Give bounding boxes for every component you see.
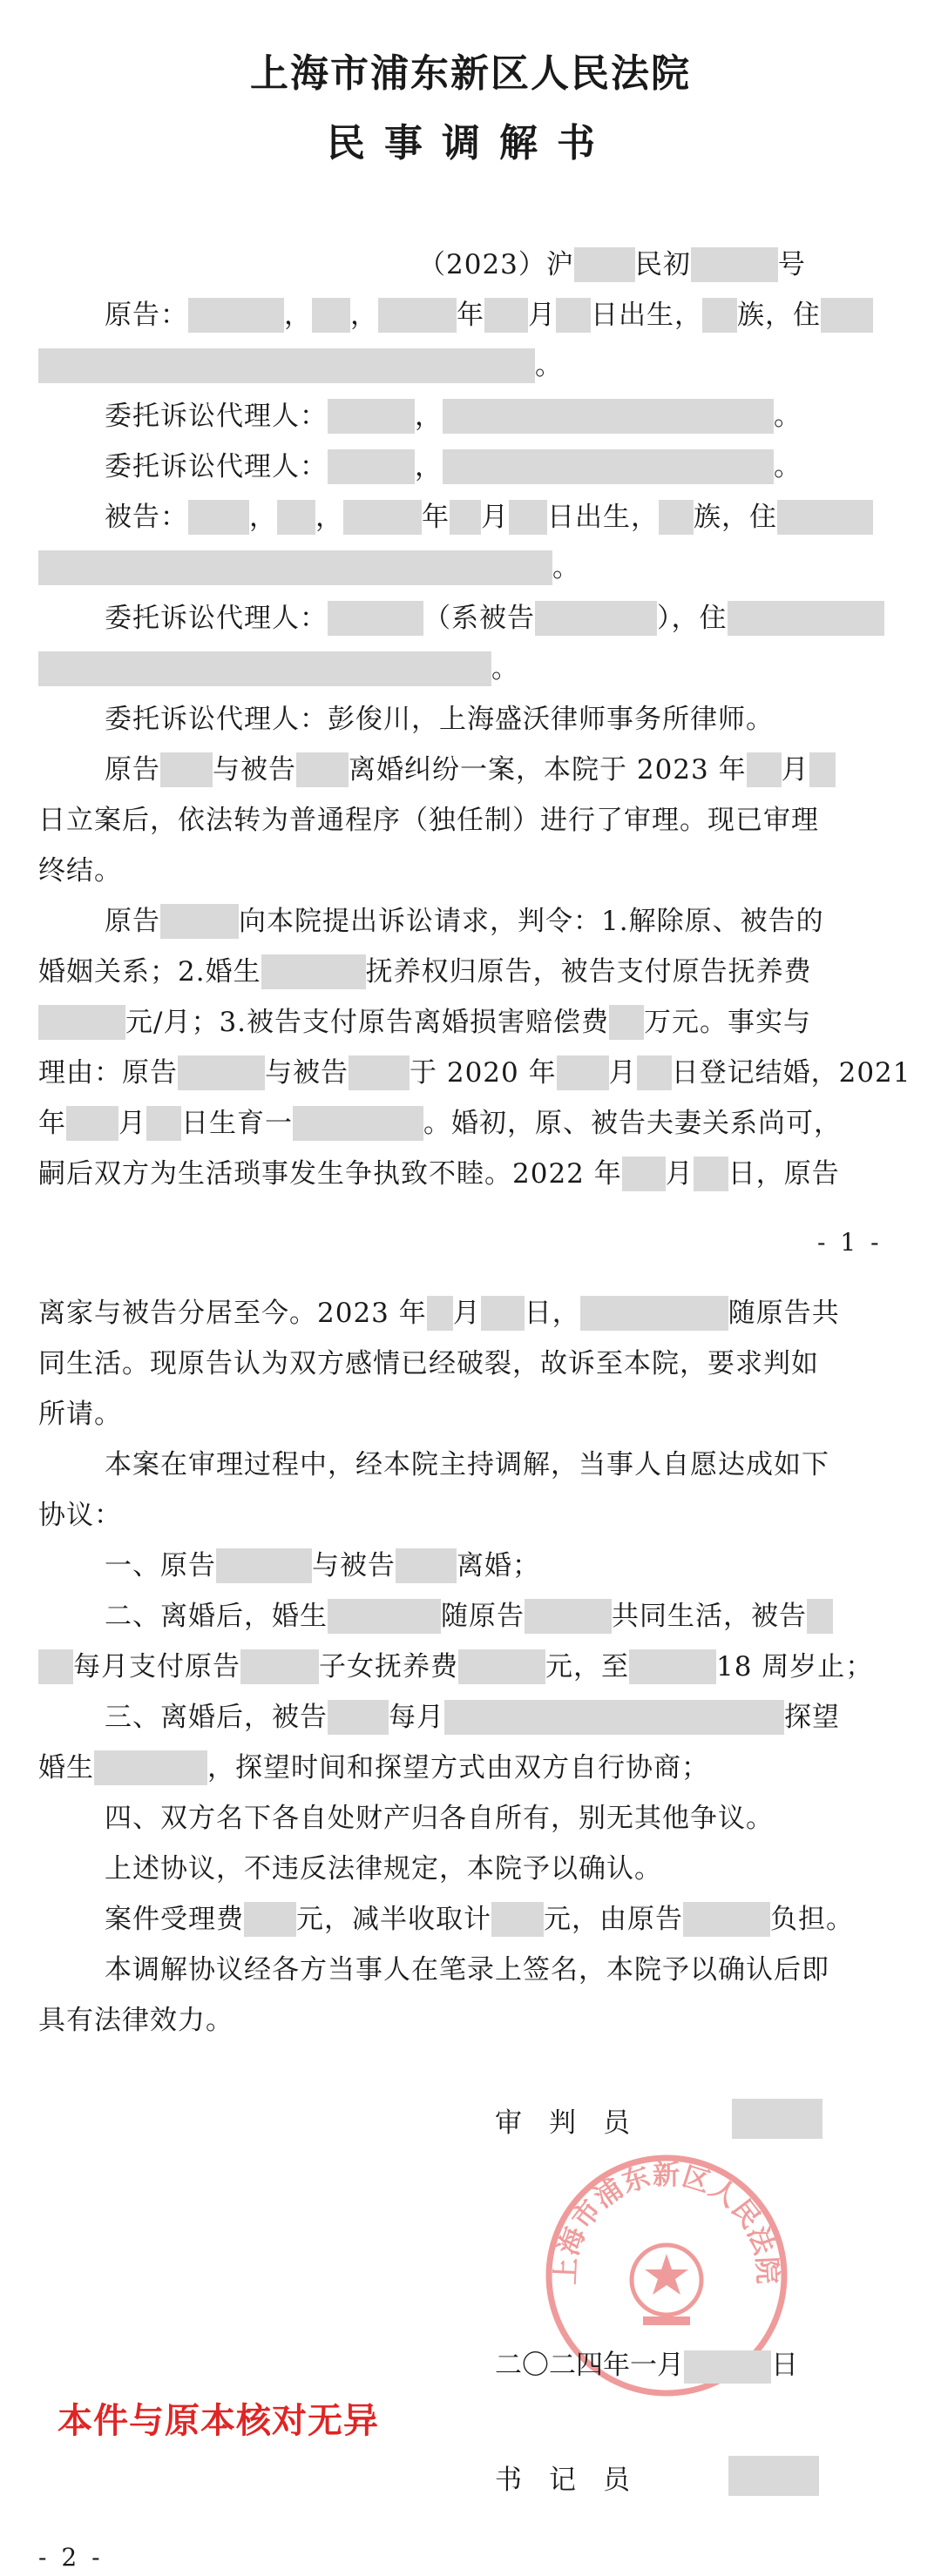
redaction (396, 1548, 457, 1583)
redaction (580, 1296, 728, 1331)
redaction (622, 1157, 666, 1191)
page-number-2: - 2 - (38, 2543, 104, 2572)
agreement-item-2-cont: 每月支付原告 子女抚养费 元，至 18 周岁止； (38, 1649, 873, 1684)
body-line: 所请。 (38, 1399, 122, 1430)
defendant-line: 被告： ， ， 年 月 日出生， 族，住 (105, 500, 873, 535)
body-line: 本案在审理过程中，经本院主持调解，当事人自愿达成如下 (105, 1449, 829, 1480)
redaction (328, 1700, 389, 1735)
redaction (556, 298, 591, 333)
body-line: 婚姻关系；2.婚生 抚养权归原告，被告支付原告抚养费 (38, 956, 812, 988)
redaction (659, 500, 694, 535)
redaction (458, 1649, 545, 1684)
redaction (160, 904, 239, 939)
redaction (38, 550, 552, 585)
redaction (178, 1055, 265, 1090)
redaction (484, 298, 528, 333)
redaction (277, 500, 315, 535)
defendant-agent: 委托诉讼代理人： （系被告 ），住 (105, 601, 884, 636)
body-line: 具有法律效力。 (38, 2005, 234, 2036)
redaction (694, 1157, 728, 1191)
seal-text: 上海市浦东新区人民法院 (550, 2159, 783, 2286)
redaction (557, 1055, 609, 1090)
redaction (691, 247, 778, 282)
redaction (160, 752, 213, 787)
defendant-address: 。 (38, 550, 580, 585)
redaction (328, 399, 415, 434)
redaction (509, 500, 547, 535)
redaction (777, 500, 873, 535)
redaction (240, 1649, 319, 1684)
body-line: 年 月 日生育一 。婚初，原、被告夫妻关系尚可， (38, 1108, 842, 1139)
body-line: 元/月；3.被告支付原告离婚损害赔偿费 万元。事实与 (38, 1005, 811, 1040)
redaction (328, 449, 415, 484)
redaction (293, 1106, 423, 1141)
redaction (349, 1055, 410, 1090)
page-number-1: - 1 - (817, 1228, 883, 1257)
body-line: 协议： (38, 1500, 122, 1531)
body-line: 终结。 (38, 855, 122, 887)
redaction (38, 651, 491, 686)
redaction (525, 1599, 612, 1634)
plaintiff-address: 。 (38, 348, 563, 383)
redaction (443, 399, 774, 434)
redaction (343, 500, 422, 535)
redaction (684, 2350, 771, 2384)
redaction (188, 500, 249, 535)
redaction (444, 1700, 784, 1735)
national-emblem-icon (632, 2245, 701, 2325)
redaction (216, 1548, 312, 1583)
redaction (491, 1902, 544, 1937)
redaction (443, 449, 774, 484)
redaction (38, 1649, 73, 1684)
agreement-item-3-cont: 婚生 ，探望时间和探望方式由双方自行协商； (38, 1752, 709, 1784)
redaction (809, 752, 836, 787)
redaction (807, 1599, 833, 1634)
redaction (146, 1106, 181, 1141)
redaction (609, 1005, 644, 1040)
redaction (38, 348, 535, 383)
judge-name-redaction (732, 2099, 823, 2139)
redaction (683, 1902, 770, 1937)
verification-stamp: 本件与原本核对无异 (58, 2400, 379, 2441)
redaction (574, 247, 635, 282)
body-line: 理由：原告 与被告 于 2020 年 月 日登记结婚，2021 (38, 1057, 911, 1089)
redaction (728, 601, 884, 636)
defendant-agent-address: 。 (38, 651, 519, 686)
redaction (328, 601, 423, 636)
redaction (481, 1296, 525, 1331)
confirmation: 上述协议，不违反法律规定，本院予以确认。 (105, 1853, 662, 1885)
document-title: 民事调解书 (327, 121, 614, 165)
agreement-item-3: 三、离婚后，被告 每月 探望 (105, 1702, 840, 1733)
redaction (629, 1649, 716, 1684)
plaintiff-agent-2: 委托诉讼代理人： ， 。 (105, 451, 802, 482)
body-line: 本调解协议经各方当事人在笔录上签名，本院予以确认后即 (105, 1954, 829, 1986)
plaintiff-agent-1: 委托诉讼代理人： ， 。 (105, 401, 802, 432)
redaction (821, 298, 873, 333)
redaction (188, 298, 284, 333)
body-line: 原告 与被告 离婚纠纷一案，本院于 2023 年 月 (105, 752, 836, 787)
court-name: 上海市浦东新区人民法院 (250, 51, 691, 96)
redaction (244, 1902, 296, 1937)
judge-label: 审 判 员 (495, 2107, 630, 2139)
body-line: 离家与被告分居至今。2023 年 月 日， 随原告共 (38, 1298, 840, 1329)
redaction (38, 1005, 125, 1040)
redaction (637, 1055, 672, 1090)
body-line: 同生活。现原告认为双方感情已经破裂，故诉至本院，要求判如 (38, 1348, 819, 1379)
agreement-item-4: 四、双方名下各自处财产归各自所有，别无其他争议。 (105, 1803, 774, 1834)
body-line: 日立案后，依法转为普通程序（独任制）进行了审理。现已审理 (38, 805, 819, 836)
defendant-agent-named: 委托诉讼代理人：彭俊川，上海盛沃律师事务所律师。 (105, 704, 774, 735)
plaintiff-line: 原告： ， ， 年 月 日出生， 族，住 (105, 298, 873, 333)
redaction (328, 1599, 441, 1634)
redaction (378, 298, 457, 333)
body-line: 嗣后双方为生活琐事发生争执致不睦。2022 年 月 日，原告 (38, 1158, 840, 1190)
redaction (535, 601, 657, 636)
redaction (312, 298, 350, 333)
redaction (94, 1750, 207, 1785)
clerk-label: 书 记 员 (495, 2465, 630, 2496)
redaction (296, 752, 349, 787)
redaction (450, 500, 481, 535)
agreement-item-2: 二、离婚后，婚生 随原告 共同生活，被告 (105, 1599, 833, 1634)
clerk-name-redaction (728, 2456, 819, 2496)
fee-line: 案件受理费 元，减半收取计 元，由原告 负担。 (105, 1904, 854, 1935)
body-line: 原告 向本院提出诉讼请求，判令：1.解除原、被告的 (105, 906, 824, 937)
case-number: （2023）沪 民初 号 (418, 249, 806, 280)
redaction (261, 954, 366, 989)
redaction (427, 1296, 453, 1331)
redaction (66, 1106, 118, 1141)
redaction (702, 298, 737, 333)
redaction (747, 752, 782, 787)
signing-date: 二〇二四年一月 日 (495, 2343, 798, 2384)
agreement-item-1: 一、原告 与被告 离婚； (105, 1550, 540, 1581)
